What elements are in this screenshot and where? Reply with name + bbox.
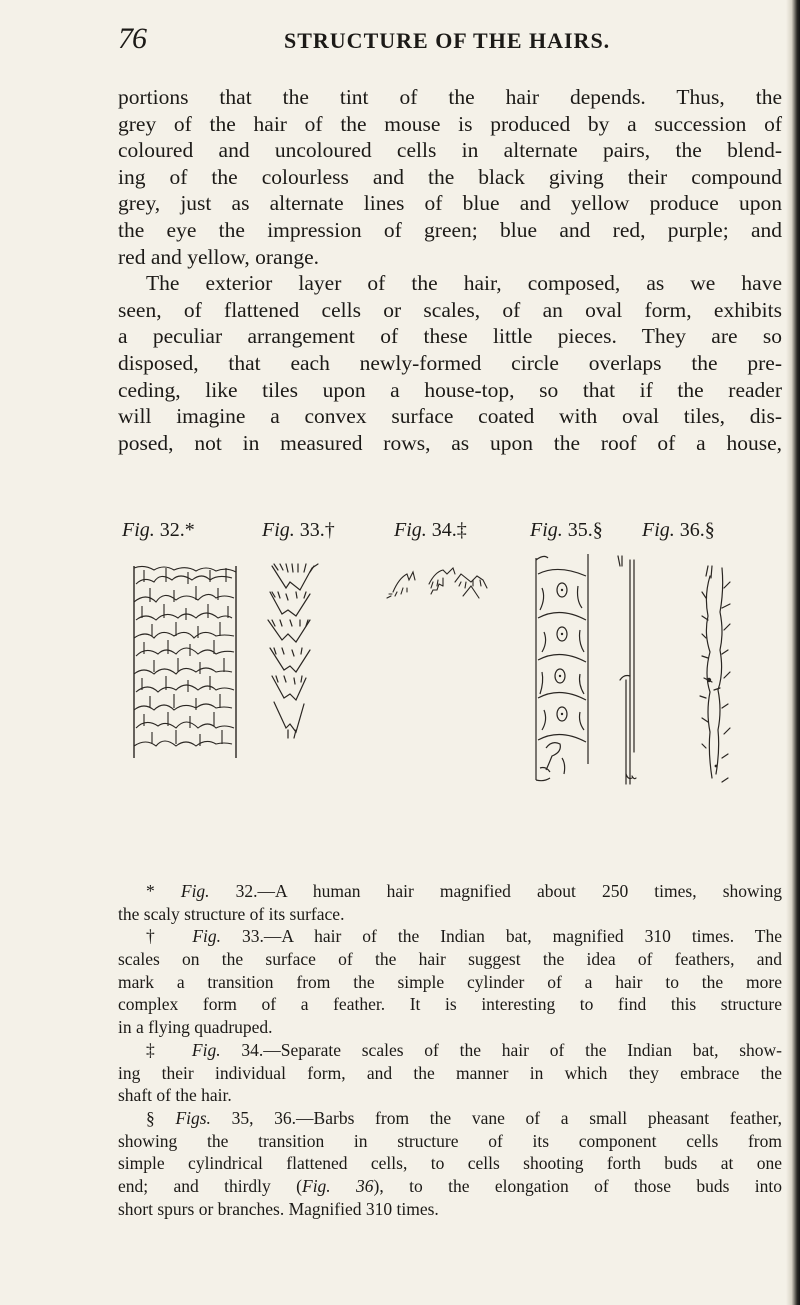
figure-caption-34: Fig. 34.‡ xyxy=(394,519,467,541)
figure-caption-36: Fig. 36.§ xyxy=(642,519,715,541)
body-line: disposed, that each newly-formed circle overlaps the pre- xyxy=(118,350,782,375)
figure-35-barb-cells-illustration xyxy=(532,548,594,788)
figure-captions xyxy=(118,517,782,545)
footnote-34-line: ing their individual form, and the manner in which they embrace the xyxy=(118,1062,782,1083)
footnote-33-line: in a flying quadruped. xyxy=(118,1017,273,1038)
body-line: ing of the colourless and the black giving their compound xyxy=(118,164,782,189)
footnote-33-line: complex form of a feather. It is interesting to find this structure xyxy=(118,994,782,1015)
figure-caption-35: Fig. 35.§ xyxy=(530,519,603,541)
figure-36-barb-spurs-illustration xyxy=(692,558,742,798)
body-line: The exterior layer of the hair, composed, as we have xyxy=(146,271,782,296)
body-line: ceding, like tiles upon a house-top, so that if the reader xyxy=(118,377,782,402)
footnote-34-line: shaft of the hair. xyxy=(118,1085,232,1106)
footnote-32-line: * Fig. 32.—A human hair magnified about 250 times, showing xyxy=(146,881,783,901)
footnotes xyxy=(118,880,782,1220)
running-title: STRUCTURE OF THE HAIRS. xyxy=(284,28,611,53)
body-line: seen, of flattened cells or scales, of an oval form, exhibits xyxy=(118,297,782,322)
footnote-33-line: † Fig. 33.—A hair of the Indian bat, magnified 310 times. The xyxy=(146,926,782,947)
figure-35-elongated-barb-illustration xyxy=(612,552,652,788)
body-line: posed, not in measured rows, as upon the roof of a house, xyxy=(118,430,782,455)
footnote-35-36-line: end; and thirdly (Fig. 36), to the elongation of those buds into xyxy=(118,1175,782,1196)
body-line: grey of the hair of the mouse is produced by a succession of xyxy=(118,111,782,136)
footnote-35-36-line: § Figs. 35, 36.—Barbs from the vane of a small pheasant feather, xyxy=(146,1107,782,1128)
page-number: 76 xyxy=(118,22,146,55)
footnote-33-line: mark a transition from the simple cylinder of a hair to the more xyxy=(118,971,782,992)
figure-33-bat-hair-illustration xyxy=(262,562,332,742)
page-edge-shadow xyxy=(786,0,800,1305)
page-header xyxy=(118,22,758,56)
body-line: a peculiar arrangement of these little pieces. They are so xyxy=(118,324,782,349)
figure-caption-33: Fig. 33.† xyxy=(262,519,335,541)
footnote-34-line: ‡ Fig. 34.—Separate scales of the hair of the Indian bat, show- xyxy=(146,1039,782,1060)
footnote-32-line: the scaly structure of its surface. xyxy=(118,903,345,924)
body-line: portions that the tint of the hair depends. Thus, the xyxy=(118,85,782,109)
body-line: will imagine a convex surface coated with oval tiles, dis- xyxy=(118,404,782,429)
body-line: red and yellow, orange. xyxy=(118,244,319,269)
body-line: coloured and uncoloured cells in alternate pairs, the blend- xyxy=(118,138,782,163)
body-line: the eye the impression of green; blue and red, purple; and xyxy=(118,217,782,242)
figure-caption-32: Fig. 32.* xyxy=(122,519,195,541)
figure-34-separate-scales-illustration xyxy=(385,562,495,612)
footnote-33-line: scales on the surface of the hair suggest the idea of feathers, and xyxy=(118,949,782,970)
footnote-35-36-line: simple cylindrical flattened cells, to cells shooting forth buds at one xyxy=(118,1153,782,1174)
footnote-35-36-line: short spurs or branches. Magnified 310 times. xyxy=(118,1198,439,1219)
body-paragraphs xyxy=(118,84,782,456)
figure-32-human-hair-illustration xyxy=(130,562,240,762)
footnote-35-36-line: showing the transition in structure of its component cells from xyxy=(118,1130,782,1151)
body-line: grey, just as alternate lines of blue and yellow produce upon xyxy=(118,191,782,216)
